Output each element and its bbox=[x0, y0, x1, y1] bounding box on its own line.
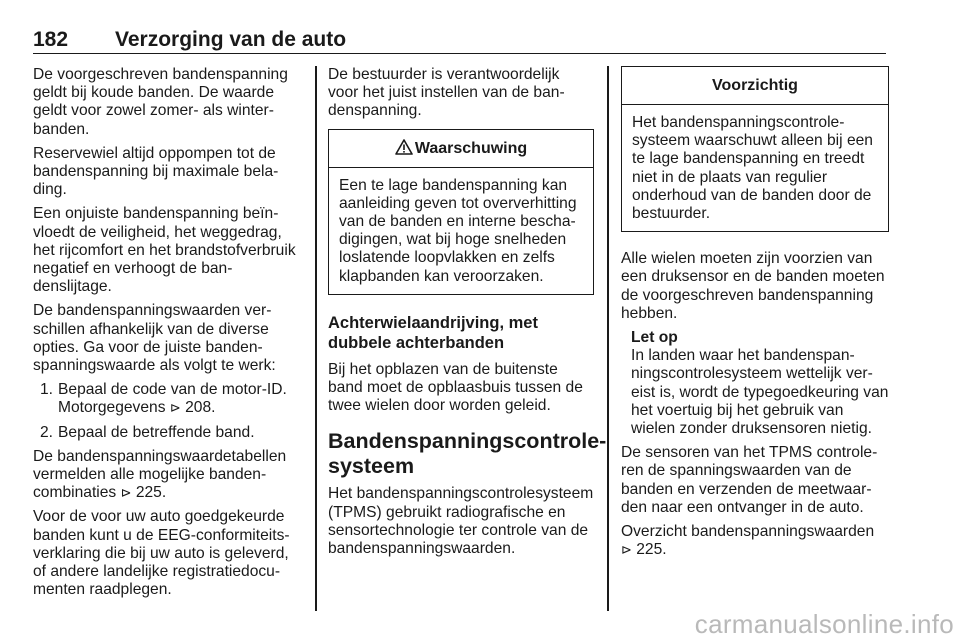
steps-list bbox=[33, 381, 305, 442]
note-block bbox=[621, 329, 889, 438]
paragraph-pressure-tables: De bandenspanningswaardetabellen vermelden alle mogelijke bandencombinaties ⊳ 225. bbox=[33, 447, 287, 502]
column-divider-left bbox=[315, 66, 317, 611]
subheading-dual-rear: Achterwielaandrijving, met dubbele achterbanden bbox=[328, 313, 538, 352]
column-right bbox=[621, 66, 889, 565]
paragraph-spare-wheel: Reservewiel altijd oppompen tot de bandenspanning bij maximale belading. bbox=[33, 144, 279, 199]
page-reference-icon: ⊳ bbox=[621, 542, 632, 558]
page-reference-icon: ⊳ bbox=[169, 400, 181, 416]
step-number: 1. bbox=[39, 381, 53, 399]
warning-box bbox=[328, 129, 594, 295]
warning-text: Een te lage bandenspanning kan aanleiding geven tot oververhitting van de banden en interne beschadigingen, wat bij hoge snelheden loslatende loopvlakken en zelfs klapbanden kan veroorzaken. bbox=[339, 176, 577, 285]
step-text: Bepaal de code van de motor-ID. Motorgegevens bbox=[58, 381, 287, 417]
paragraph-cold-tyres: De voorgeschreven bandenspanning geldt bij koude banden. De waarde geldt voor zowel zomer- als winterbanden. bbox=[33, 66, 288, 138]
paragraph-pressure-options: De bandenspanningswaarden verschillen afhankelijk van de diverse opties. Ga voor de juiste bandenspanningswaarde als volgt te werk: bbox=[33, 302, 276, 375]
caution-text: Het bandenspanningscontrolesysteem waarschuwt alleen bij een te lage bandenspanning en treedt niet in de plaats van regulier onderhoud van de banden door de bestuurder. bbox=[632, 114, 873, 223]
paragraph-sensors-required: Alle wielen moeten zijn voorzien van een druksensor en de banden moeten de voorgeschreven bandenspanning hebben. bbox=[621, 250, 885, 322]
paragraph-overview: Overzicht bandenspanningswaarden ⊳ 225. bbox=[621, 523, 875, 559]
caution-box bbox=[621, 66, 889, 232]
note-title: Let op bbox=[631, 329, 678, 347]
paragraph-inflation-tube: Bij het opblazen van de buitenste band moet de opblaasbuis tussen de twee wielen door worden geleid. bbox=[328, 360, 583, 415]
watermark: carmanualsonline.info bbox=[694, 609, 954, 639]
step-text: Bepaal de betreffende band. bbox=[58, 423, 255, 441]
warning-triangle-icon bbox=[395, 139, 413, 155]
page-title: Verzorging van de auto bbox=[115, 28, 347, 51]
paragraph-sensors-function: De sensoren van het TPMS controleren de spanningswaarden van de banden en verzenden de meetwaarden naar een ontvanger in de auto. bbox=[621, 444, 878, 516]
warning-title: Waarschuwing bbox=[414, 139, 528, 157]
paragraph-driver-responsible: De bestuurder is verantwoordelijk voor het juist instellen van de bandenspanning. bbox=[328, 66, 565, 120]
step-item bbox=[33, 424, 305, 442]
paragraph-incorrect-pressure: Een onjuiste bandenspanning beïnvloedt de veiligheid, het weggedrag, het rijcomfort en het brandstofverbruik negatief en verhoogt de bandenslijtage. bbox=[33, 205, 296, 296]
step-item bbox=[33, 381, 305, 417]
page-number: 182 bbox=[33, 28, 69, 51]
column-middle bbox=[328, 66, 607, 564]
column-divider-right bbox=[607, 66, 609, 611]
page-reference-icon: ⊳ bbox=[120, 485, 132, 501]
section-heading-tpms: Bandenspanningscontrolesysteem bbox=[328, 429, 607, 479]
paragraph-conformity: Voor de voor uw auto goedgekeurde banden kunt u de EEG-conformiteitsverklaring die bij uw auto is geleverd, of andere landelijke registratiedocumenten raadplegen. bbox=[33, 508, 290, 599]
column-left bbox=[33, 66, 305, 605]
step-number: 2. bbox=[39, 423, 53, 441]
page-header bbox=[33, 28, 886, 54]
note-text: In landen waar het bandenspanningscontrolesysteem wettelijk vereist is, wordt de typegoedkeuring van het voertuig bij het gebruik van wielen zonder druksensoren nietig. bbox=[631, 347, 889, 438]
caution-title: Voorzichtig bbox=[622, 67, 888, 105]
warning-header bbox=[329, 130, 593, 168]
page-reference-link[interactable]: 225. bbox=[636, 541, 667, 559]
paragraph-tpms-intro: Het bandenspanningscontrolesysteem (TPMS) gebruikt radiografische en sensortechnologie ter controle van de bandenspanningswaarden. bbox=[328, 485, 594, 558]
page-reference-link[interactable]: 208. bbox=[185, 399, 216, 417]
page-reference-link[interactable]: 225. bbox=[135, 484, 167, 502]
